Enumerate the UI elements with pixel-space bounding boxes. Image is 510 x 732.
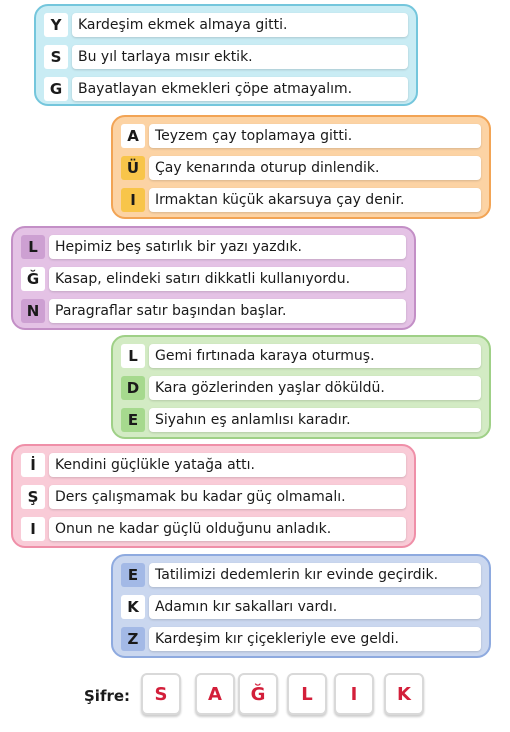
letter-badge: E bbox=[121, 408, 145, 432]
sentence-group-2 bbox=[111, 115, 491, 219]
letter-badge: S bbox=[44, 45, 68, 69]
letter-badge: N bbox=[21, 299, 45, 323]
sentence-text: Bayatlayan ekmekleri çöpe atmayalım. bbox=[72, 77, 408, 101]
letter-badge: Ş bbox=[21, 485, 45, 509]
sentence-row bbox=[121, 375, 481, 401]
sentence-row bbox=[121, 562, 481, 588]
sentence-text: Ders çalışmamak bu kadar güç olmamalı. bbox=[49, 485, 406, 509]
sentence-row bbox=[21, 516, 406, 542]
sentence-group-4 bbox=[111, 335, 491, 439]
sentence-text: Siyahın eş anlamlısı karadır. bbox=[149, 408, 481, 432]
sentence-row bbox=[121, 626, 481, 652]
sentence-text: Adamın kır sakalları vardı. bbox=[149, 595, 481, 619]
letter-badge: K bbox=[121, 595, 145, 619]
sentence-text: Gemi fırtınada karaya oturmuş. bbox=[149, 344, 481, 368]
letter-badge: Z bbox=[121, 627, 145, 651]
sentence-text: Paragraflar satır başından başlar. bbox=[49, 299, 406, 323]
sentence-row bbox=[21, 266, 406, 292]
sentence-text: Kara gözlerinden yaşlar döküldü. bbox=[149, 376, 481, 400]
letter-badge: I bbox=[121, 188, 145, 212]
sentence-text: Tatilimizi dedemlerin kır evinde geçirdik. bbox=[149, 563, 481, 587]
sentence-group-5 bbox=[11, 444, 416, 548]
sifre-letter-tile: Ğ bbox=[238, 673, 278, 715]
sentence-text: Hepimiz beş satırlık bir yazı yazdık. bbox=[49, 235, 406, 259]
sentence-row bbox=[21, 484, 406, 510]
letter-badge: L bbox=[21, 235, 45, 259]
sentence-row bbox=[21, 452, 406, 478]
sifre-letter-tile: K bbox=[384, 673, 424, 715]
sentence-row bbox=[121, 343, 481, 369]
sentence-group-1 bbox=[34, 4, 418, 106]
sentence-row bbox=[121, 155, 481, 181]
letter-badge: Ü bbox=[121, 156, 145, 180]
sentence-text: Teyzem çay toplamaya gitti. bbox=[149, 124, 481, 148]
sifre-letter-tile: S bbox=[141, 673, 181, 715]
sentence-text: Bu yıl tarlaya mısır ektik. bbox=[72, 45, 408, 69]
sentence-row bbox=[44, 12, 408, 38]
letter-badge: L bbox=[121, 344, 145, 368]
sentence-row bbox=[121, 594, 481, 620]
sentence-row bbox=[44, 44, 408, 70]
sifre-label: Şifre: bbox=[84, 687, 131, 705]
letter-badge: İ bbox=[21, 453, 45, 477]
letter-badge: Ğ bbox=[21, 267, 45, 291]
sentence-row bbox=[121, 123, 481, 149]
letter-badge: D bbox=[121, 376, 145, 400]
sentence-row bbox=[21, 298, 406, 324]
letter-badge: I bbox=[21, 517, 45, 541]
sentence-row bbox=[21, 234, 406, 260]
letter-badge: A bbox=[121, 124, 145, 148]
sifre-letter-tile: L bbox=[287, 673, 327, 715]
sentence-text: Kardeşim kır çiçekleriyle eve geldi. bbox=[149, 627, 481, 651]
sifre-letter-tile: A bbox=[195, 673, 235, 715]
sentence-text: Kendini güçlükle yatağa attı. bbox=[49, 453, 406, 477]
sentence-row bbox=[121, 187, 481, 213]
letter-badge: G bbox=[44, 77, 68, 101]
sentence-group-6 bbox=[111, 554, 491, 658]
sentence-row bbox=[44, 76, 408, 102]
sentence-text: Onun ne kadar güçlü olduğunu anladık. bbox=[49, 517, 406, 541]
letter-badge: Y bbox=[44, 13, 68, 37]
sentence-row bbox=[121, 407, 481, 433]
sentence-group-3 bbox=[11, 226, 416, 330]
sentence-text: Kardeşim ekmek almaya gitti. bbox=[72, 13, 408, 37]
letter-badge: E bbox=[121, 563, 145, 587]
sentence-text: Çay kenarında oturup dinlendik. bbox=[149, 156, 481, 180]
sentence-text: Irmaktan küçük akarsuya çay denir. bbox=[149, 188, 481, 212]
sentence-text: Kasap, elindeki satırı dikkatli kullanıyordu. bbox=[49, 267, 406, 291]
sifre-letter-tile: I bbox=[334, 673, 374, 715]
